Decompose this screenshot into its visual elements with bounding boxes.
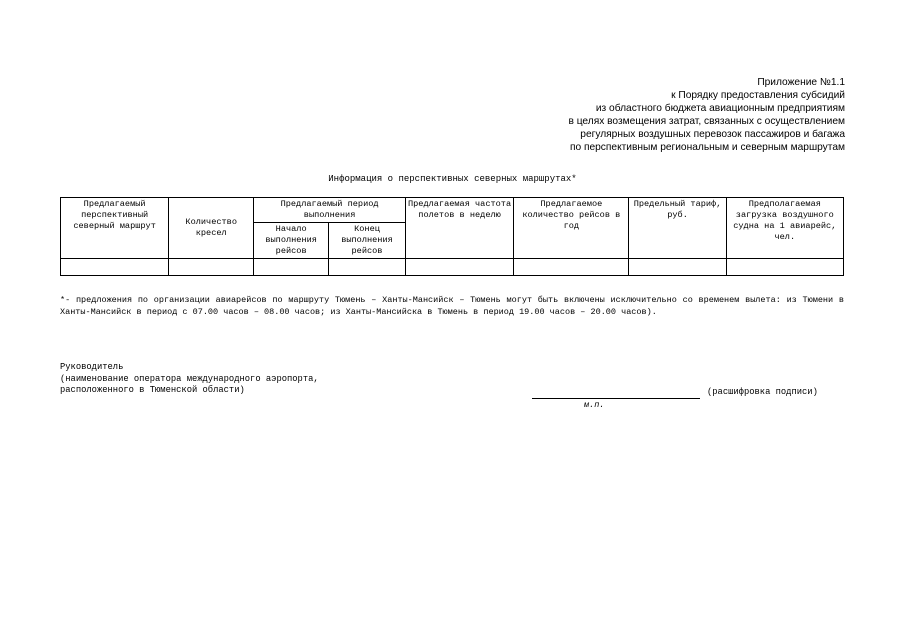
table-row xyxy=(61,259,844,276)
appendix-line: из областного бюджета авиационным предприятиям xyxy=(595,103,845,114)
table-cell[interactable] xyxy=(61,259,169,276)
table-cell[interactable] xyxy=(169,259,254,276)
appendix-line: Приложение №1.1 xyxy=(757,77,845,88)
header-load: Предполагаемая загрузка воздушного судна на 1 авиарейс, чел. xyxy=(726,198,843,259)
appendix-line: регулярных воздушных перевозок пассажиров и багажа xyxy=(580,129,845,140)
head-label: Руководитель xyxy=(60,362,124,372)
header-tariff: Предельный тариф, руб. xyxy=(629,198,726,259)
signature-line xyxy=(532,398,700,399)
operator-name-label: (наименование оператора международного аэропорта, xyxy=(60,373,319,384)
signature-decode-label: (расшифровка подписи) xyxy=(707,387,818,397)
table-cell[interactable] xyxy=(514,259,629,276)
routes-table xyxy=(60,197,844,276)
stamp-label: м.п. xyxy=(584,400,605,410)
table-cell[interactable] xyxy=(254,259,329,276)
appendix-line: к Порядку предоставления субсидий xyxy=(671,90,845,101)
signature-block xyxy=(60,362,319,397)
table-cell[interactable] xyxy=(329,259,406,276)
appendix-header xyxy=(568,76,845,154)
header-period-end: Конец выполнения рейсов xyxy=(329,223,406,259)
document-title: Информация о перспективных северных маршрутах* xyxy=(328,174,577,184)
header-period-start: Начало выполнения рейсов xyxy=(254,223,329,259)
appendix-line: по перспективным региональным и северным маршрутам xyxy=(569,142,845,153)
header-period: Предлагаемый период выполнения xyxy=(254,198,406,223)
appendix-line: в целях возмещения затрат, связанных с осуществлением xyxy=(568,116,845,127)
header-flights-per-year: Предлагаемое количество рейсов в год xyxy=(514,198,629,259)
table-cell[interactable] xyxy=(629,259,726,276)
table-cell[interactable] xyxy=(726,259,843,276)
table-cell[interactable] xyxy=(405,259,513,276)
header-frequency: Предлагаемая частота полетов в неделю xyxy=(405,198,513,259)
header-route: Предлагаемый перспективный северный маршрут xyxy=(61,198,169,259)
operator-location-label: расположенного в Тюменской области) xyxy=(60,385,245,395)
header-seats: Количество кресел xyxy=(169,198,254,259)
footnote: *- предложения по организации авиарейсов по маршруту Тюмень – Ханты-Мансийск – Тюмень могут быть включены исключительно со временем вылета: из Тюмени в Ханты-Мансийск в период с 07.00 часов – 08.00 часов; из Ханты-Мансийска в Тюмень в период 19.00 часов – 20.00 часов). xyxy=(60,295,844,317)
